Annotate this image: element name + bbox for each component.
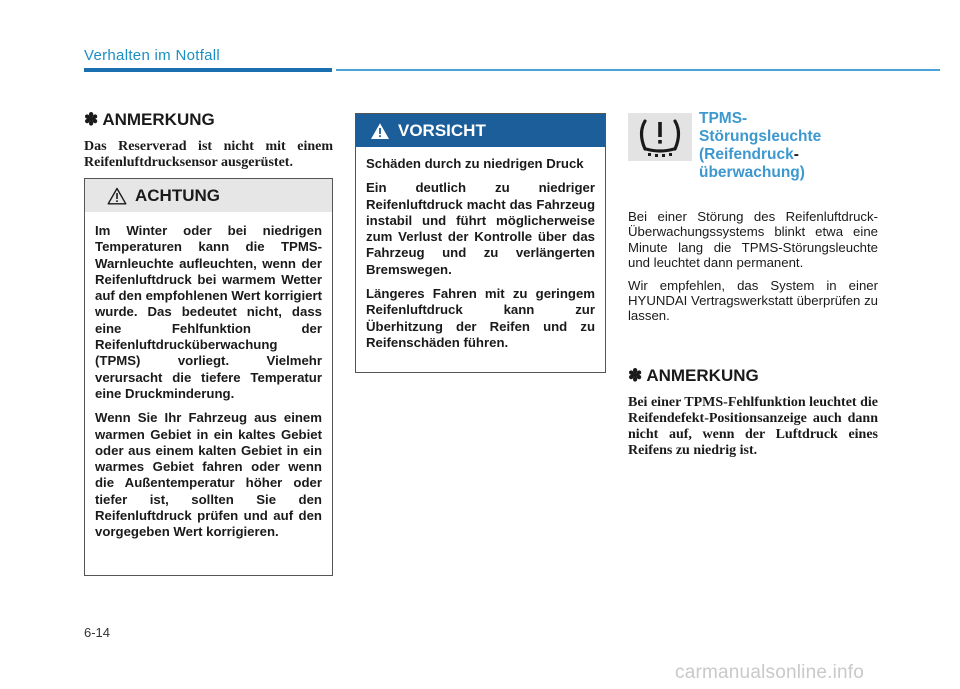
note-text: Das Reserverad ist nicht mit einem Reifenluftdrucksensor ausgerüstet. [84,139,333,170]
tpms-paragraph-2: Wir empfehlen, das System in einer HYUNDAI Vertragswerkstatt überprüfen zu lassen. [628,277,878,324]
watermark: carmanualsonline.info [675,662,865,683]
warning-triangle-icon [107,187,127,205]
caution-header [85,179,332,212]
caution-body [85,212,332,541]
header-rule-dark [84,68,332,72]
left-note [84,110,333,171]
warning-body [356,147,605,351]
tire-pressure-icon [628,113,692,161]
section-title: Verhalten im Notfall [84,47,221,64]
warning-paragraph-2: Ein deutlich zu niedriger Reifenluftdruck macht das Fahrzeug instabil und führt möglicherweise zum Verlust der Kontrolle über das Fahrzeug und zu verlängerten Bremswegen. [366,180,595,277]
tpms-description [628,209,878,331]
page-number: 6-14 [84,625,111,640]
tpms-title: TPMS- Störungsleuchte (Reifendruck- überwachung) [699,110,822,181]
note-heading: ✽ ANMERKUNG [84,110,215,129]
caution-label: ACHTUNG [135,185,220,205]
caution-paragraph-2: Wenn Sie Ihr Fahrzeug aus einem warmen Gebiet in ein kaltes Gebiet oder aus einem kalten Gebiet in ein warmes Gebiet fahren oder wenn die Außentemperatur höher oder tiefer ist, sollten Sie den Reifenluftdruck prüfen und auf den vorgegeben Wert korrigieren. [95,410,322,540]
tpms-paragraph-1: Bei einer Störung des Reifenluftdruck-Überwachungssystems blinkt etwa eine Minute lang die TPMS-Störungsleuchte und leuchtet dann permanent. [628,209,878,271]
warning-triangle-icon [370,122,390,140]
warning-label: VORSICHT [398,120,486,140]
tpms-warning-icon [628,113,692,161]
header-rule-light [336,69,940,71]
caution-paragraph-1: Im Winter oder bei niedrigen Temperaturen kann die TPMS-Warnleuchte aufleuchten, wenn der Reifenluftdruck bei warmem Wetter auf den empfohlenen Wert korrigiert wurde. Das bedeutet nicht, dass eine Fehlfunktion der Reifenluftdrucküberwachung (TPMS) vorliegt. Vielmehr verursacht die tiefere Temperatur eine Druckminderung. [95,223,322,401]
warning-paragraph-3: Längeres Fahren mit zu geringem Reifenluftdruck kann zur Überhitzung der Reifen und zu Reifenschäden führen. [366,286,595,350]
note-heading: ✽ ANMERKUNG [628,366,759,385]
note-text: Bei einer TPMS-Fehlfunktion leuchtet die Reifendefekt-Positionsanzeige auch dann nicht auf, wenn der Luftdruck eines Reifens zu niedrig ist. [628,395,878,458]
warning-box [355,113,606,373]
warning-paragraph-1: Schäden durch zu niedrigen Druck [366,156,584,171]
right-note [628,366,878,459]
warning-header [356,114,605,147]
caution-box [84,178,333,576]
